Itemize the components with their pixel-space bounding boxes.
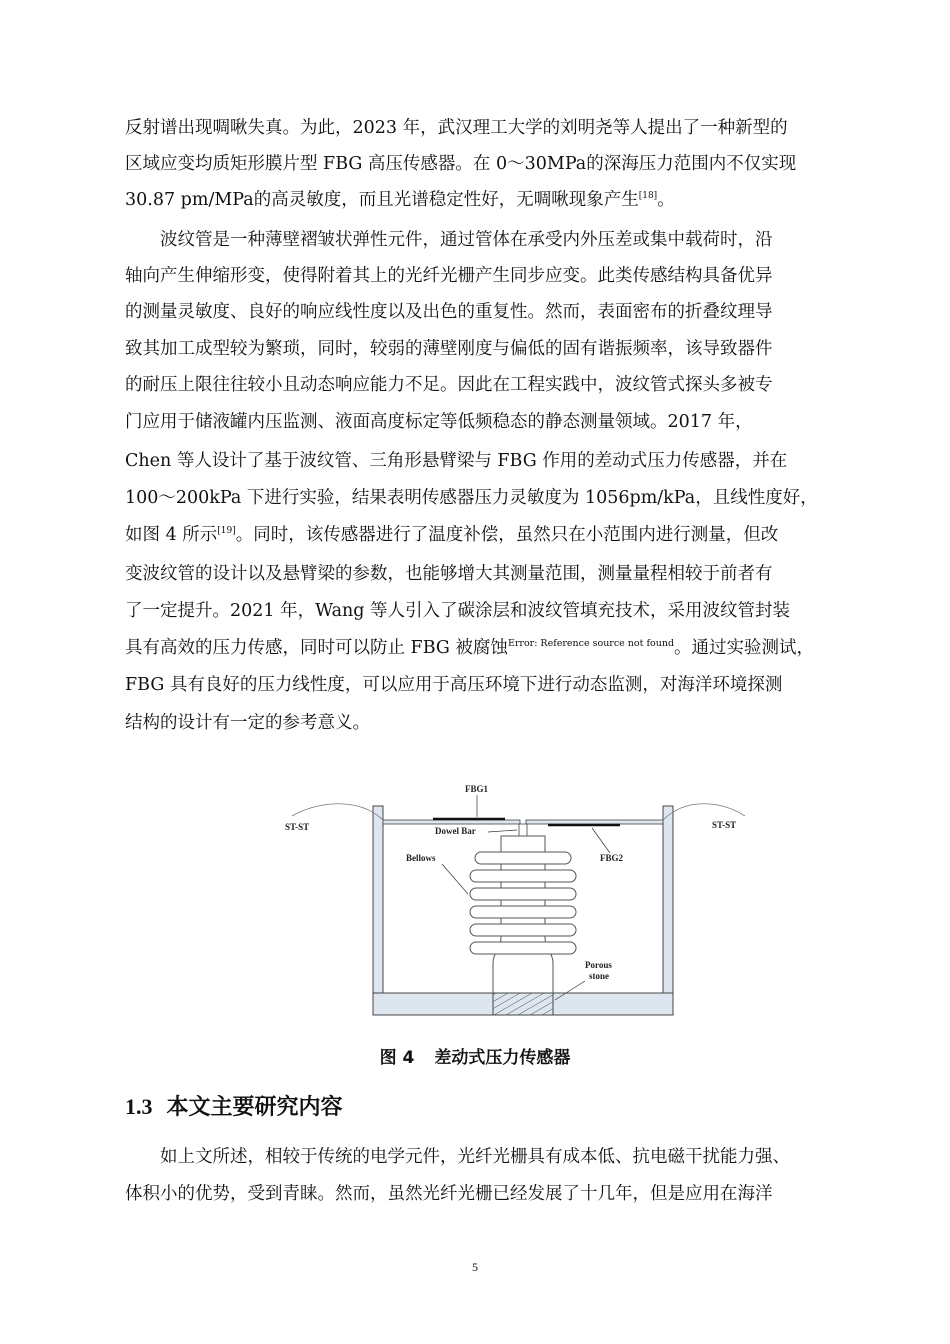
text-line: Chen 等人设计了基于波纹管、三角形悬臂梁与 FBG 作用的差动式压力传感器，并在 [125,451,788,471]
broken-reference: Error: Reference source not found [507,638,675,649]
housing-right-wall [663,806,673,993]
text-line: 区域应变均质矩形膜片型 FBG 高压传感器。在 0～30MPa的深海压力范围内不仅实现 [125,154,797,174]
label-fbg2: FBG2 [600,853,624,863]
text-line: 结构的设计有一定的参考意义。 [125,713,370,733]
text-line: 门应用于储液罐内压监测、液面高度标定等低频稳态的静态测量领域。2017 年， [125,412,753,432]
text-line: 了一定提升。2021 年，Wang 等人引入了碳涂层和波纹管填充技术，采用波纹管封装 [125,601,791,621]
dowel-bar-leader [488,830,517,832]
text-line: FBG 具有良好的压力线性度，可以应用于高压环境下进行动态监测，对海洋环境探测 [125,675,783,695]
fiber-right [663,804,745,820]
text-line [125,189,675,211]
fbg2-leader [592,828,610,853]
porous-stone [493,993,553,1015]
text-line: 的测量灵敏度、良好的响应线性度以及出色的重复性。然而，表面密布的折叠纹理导 [125,302,773,322]
section-number: 1.3 [125,1094,153,1119]
label-fbg1: FBG1 [465,784,489,794]
text-line: 体积小的优势，受到青睐。然而，虽然光纤光栅已经发展了十几年，但是应用在海洋 [125,1184,773,1204]
text-line: 如上文所述，相较于传统的电学元件，光纤光栅具有成本低、抗电磁干扰能力强、 [160,1147,790,1167]
label-bellows: Bellows [406,853,436,863]
text-span: 具有高效的压力传感，同时可以防止 FBG 被腐蚀 [125,638,508,658]
text-line: 波纹管是一种薄壁褶皱状弹性元件，通过管体在承受内外压差或集中载荷时，沿 [160,230,773,250]
label-dowel-bar: Dowel Bar [435,826,476,836]
left-cantilever-beam [383,820,520,824]
text-span: 。同时，该传感器进行了温度补偿，虽然只在小范围内进行测量，但改 [235,525,779,545]
bellows [470,836,576,954]
text-line: 100～200kPa 下进行实验，结果表明传感器压力灵敏度为 1056pm/kPa，且线性度好， [125,488,818,508]
section-heading [125,1090,343,1121]
sensor-diagram [280,778,750,1023]
label-porous: Porous [585,960,612,970]
dowel-bar [519,824,527,836]
text-span: 如图 4 所示 [125,525,218,545]
text-line [125,637,814,662]
page-number: 5 [472,1260,478,1274]
caption-number: 图 4 [379,1048,415,1068]
caption-text: 差动式压力传感器 [434,1048,571,1068]
housing-left-wall [373,806,383,993]
citation-ref[interactable]: [19] [217,526,236,537]
text-span: 30.87 pm/MPa的高灵敏度，而且光谱稳定性好，无啁啾现象产生 [125,190,639,210]
text-line [125,524,778,546]
label-st-right: ST-ST [712,820,737,830]
right-cantilever-beam [526,820,663,824]
citation-ref[interactable]: [18] [638,191,658,202]
bellows-leader [442,864,468,894]
text-span: 。通过实验测试， [674,638,815,658]
text-line: 反射谱出现啁啾失真。为此，2023 年，武汉理工大学的刘明尧等人提出了一种新型的 [125,118,788,138]
section-title-text: 本文主要研究内容 [166,1095,343,1120]
text-line: 致其加工成型较为繁琐，同时，较弱的薄壁刚度与偏低的固有谐振频率，该导致器件 [125,339,773,359]
text-line: 变波纹管的设计以及悬臂梁的参数，也能够增大其测量范围，测量量程相较于前者有 [125,564,773,584]
text-line: 轴向产生伸缩形变，使得附着其上的光纤光栅产生同步应变。此类传感结构具备优异 [125,266,773,286]
text-span: 。 [657,190,675,210]
fiber-left [292,804,383,820]
sensor-diagram-figure [280,778,750,1023]
label-stone: stone [589,971,609,981]
figure-caption [0,1043,950,1068]
label-st-left: ST-ST [285,822,310,832]
text-line: 的耐压上限往往较小且动态响应能力不足。因此在工程实践中，波纹管式探头多被专 [125,375,773,395]
